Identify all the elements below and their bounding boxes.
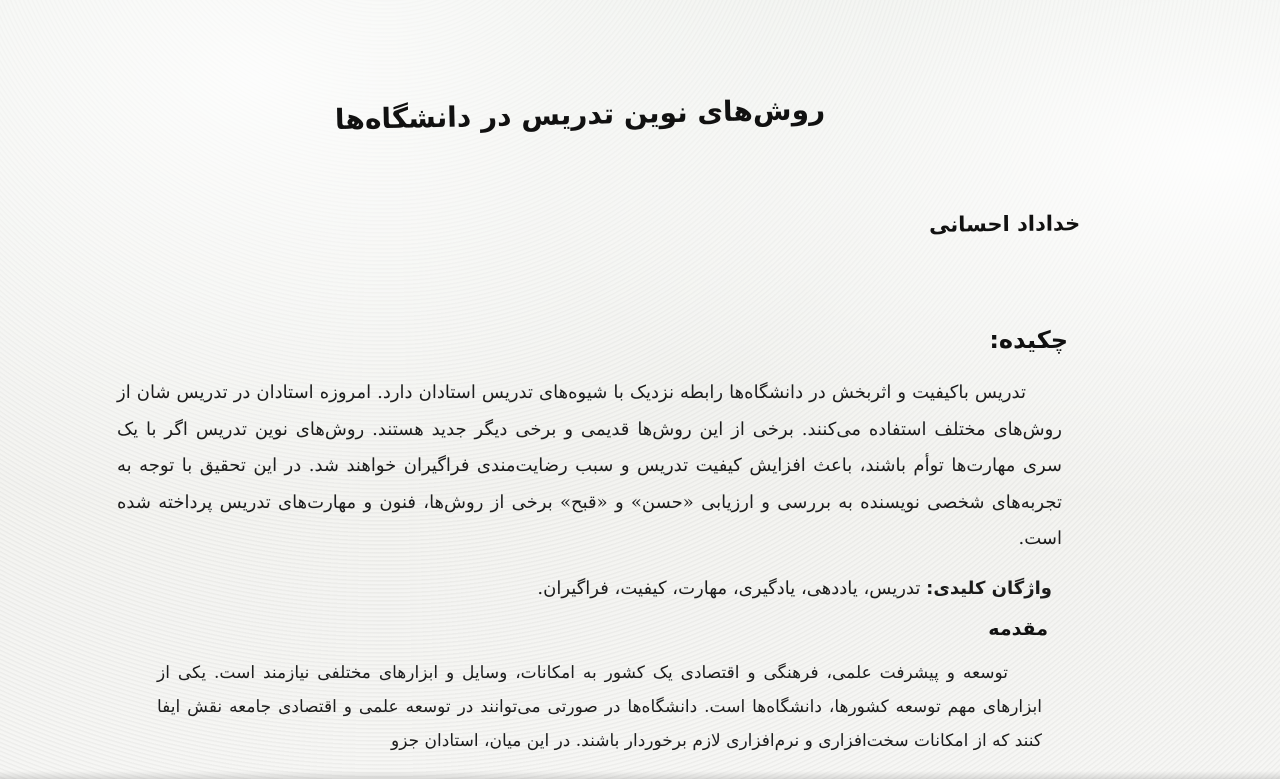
paper-title: روش‌های نوین تدریس در دانشگاه‌ها — [334, 92, 826, 137]
author-name: خداداد احسانی — [928, 211, 1081, 237]
introduction-heading: مقدمه — [988, 618, 1048, 640]
abstract-heading: چکیده: — [989, 326, 1068, 354]
abstract-body — [117, 375, 1062, 558]
abstract-paragraph: تدریس باکیفیت و اثربخش در دانشگاه‌ها رابطه نزدیک با شیوه‌های تدریس استادان دارد. امروزه استادان در تدریس شان از روش‌های مختلف استفاده می‌کنند. برخی از این روش‌ها قدیمی و برخی دیگر جدید هستند. روش‌های نوین تدریس اگر با یک سری مهارت‌ها توأم باشند، باعث افزایش کیفیت تدریس و سبب رضایت‌مندی فراگیران خواهند شد. در این تحقیق با توجه به تجربه‌های شخصی نویسنده به بررسی و ارزیابی «حسن» و «قبح» برخی از روش‌ها، فنون و مهارت‌های تدریس پرداخته شده است. — [117, 382, 1062, 549]
page-edge-shadow — [0, 771, 1280, 779]
introduction-body — [157, 656, 1042, 758]
introduction-paragraph: توسعه و پیشرفت علمی، فرهنگی و اقتصادی یک کشور به امکانات، وسایل و ابزارهای مختلفی نیازمند است. یکی از ابزارهای مهم توسعه کشورها، دانشگاه‌ها است. دانشگاه‌ها در صورتی می‌توانند در توسعه علمی و اقتصادی جامعه نقش ایفا کنند که از امکانات سخت‌افزاری و نرم‌افزاری لازم برخوردار باشند. در این میان، استادان جزو — [157, 663, 1042, 751]
keywords-line — [537, 578, 1052, 599]
keywords-list: تدریس، یاددهی، یادگیری، مهارت، کیفیت، فراگیران. — [537, 578, 921, 599]
keywords-label: واژگان کلیدی: — [926, 578, 1052, 599]
